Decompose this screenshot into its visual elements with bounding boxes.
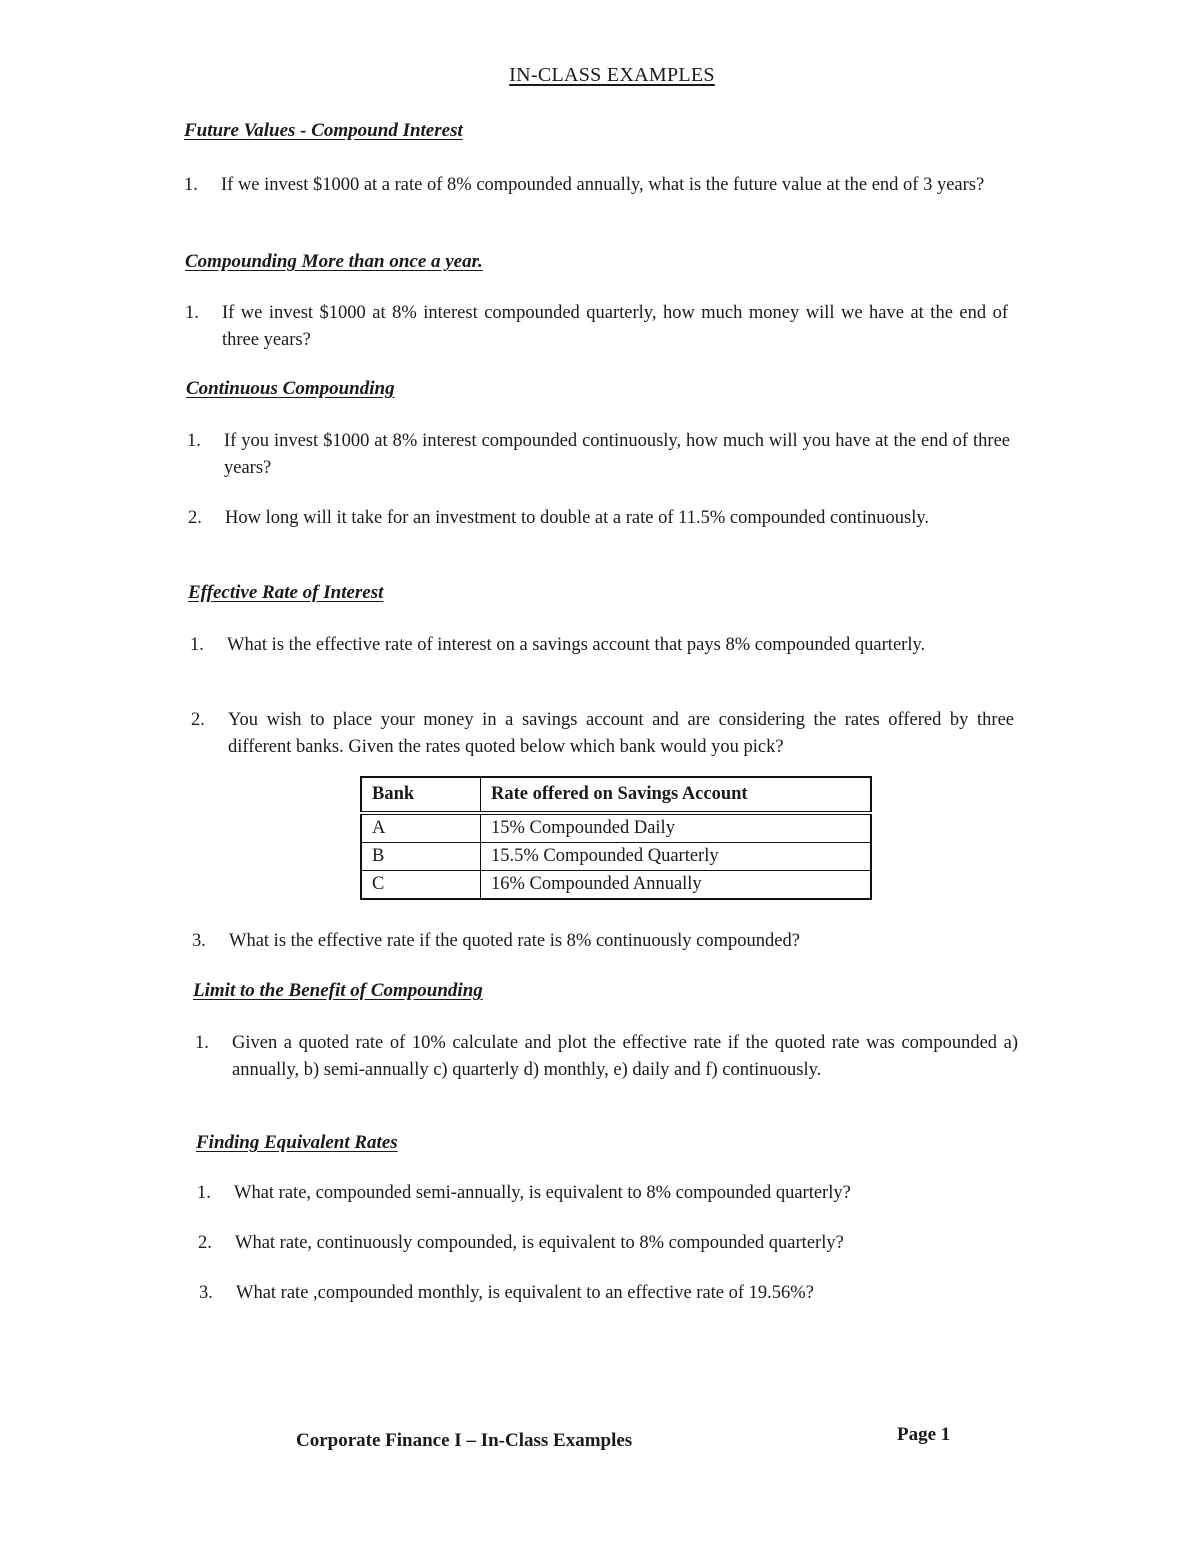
section-heading-limit-benefit: Limit to the Benefit of Compounding (193, 980, 483, 1001)
question-text: What is the effective rate of interest on a savings account that pays 8% compounded quarterly. (227, 635, 926, 655)
question-text: What rate, compounded semi-annually, is equivalent to 8% compounded quarterly? (234, 1183, 851, 1203)
section-heading-equivalent-rates: Finding Equivalent Rates (196, 1132, 398, 1153)
page-title: IN-CLASS EXAMPLES (509, 64, 715, 86)
section-heading-effective-rate: Effective Rate of Interest (188, 582, 384, 603)
question-number: 1. (190, 635, 204, 655)
question-item (199, 1280, 1022, 1307)
question-number: 2. (198, 1233, 212, 1253)
table-header-row (361, 777, 871, 813)
table-cell-rate: 16% Compounded Annually (481, 871, 872, 900)
table-row (361, 871, 871, 900)
table-cell-bank: C (361, 871, 481, 900)
footer-page-number: Page 1 (897, 1424, 951, 1445)
table-row (361, 843, 871, 871)
table-cell-bank: A (361, 813, 481, 843)
question-item (191, 707, 1014, 761)
question-number: 2. (191, 710, 205, 730)
bank-rates-table (360, 776, 872, 900)
section-heading-compounding-more: Compounding More than once a year. (185, 251, 483, 272)
question-number: 2. (188, 508, 202, 528)
table-cell-bank: B (361, 843, 481, 871)
section-heading-continuous-compounding: Continuous Compounding (186, 378, 395, 399)
table-row (361, 813, 871, 843)
question-number: 1. (185, 303, 199, 323)
column-header-rate: Rate offered on Savings Account (481, 777, 872, 813)
footer-course-title: Corporate Finance I – In-Class Examples (296, 1430, 633, 1451)
question-text: If we invest $1000 at 8% interest compounded quarterly, how much money will we have at the end of three years? (222, 303, 1008, 350)
question-text: You wish to place your money in a savings account and are considering the rates offered by three different banks. Given the rates quoted below which bank would you pick? (228, 710, 1014, 757)
question-item (188, 505, 1011, 532)
question-text: What rate, continuously compounded, is equivalent to 8% compounded quarterly? (235, 1233, 844, 1253)
question-text: Given a quoted rate of 10% calculate and plot the effective rate if the quoted rate was compounded a) annually, b) semi-annually c) quarterly d) monthly, e) daily and f) continuously. (232, 1033, 1018, 1080)
table-cell-rate: 15% Compounded Daily (481, 813, 872, 843)
question-item (187, 428, 1010, 482)
question-text: If you invest $1000 at 8% interest compounded continuously, how much will you have at the end of three years? (224, 431, 1010, 478)
question-text: What is the effective rate if the quoted rate is 8% continuously compounded? (229, 931, 800, 951)
question-text: How long will it take for an investment to double at a rate of 11.5% compounded continuously. (225, 508, 930, 528)
question-item (198, 1230, 1021, 1257)
question-text: What rate ,compounded monthly, is equivalent to an effective rate of 19.56%? (236, 1283, 814, 1303)
question-number: 1. (184, 175, 198, 195)
question-item (192, 928, 1015, 955)
question-item (184, 172, 1007, 199)
section-heading-future-values: Future Values - Compound Interest (184, 120, 463, 141)
column-header-bank: Bank (361, 777, 481, 813)
question-number: 3. (192, 931, 206, 951)
question-number: 1. (187, 431, 201, 451)
question-number: 1. (197, 1183, 211, 1203)
question-item (197, 1180, 1020, 1207)
question-number: 3. (199, 1283, 213, 1303)
question-item (190, 632, 1013, 659)
question-item (185, 300, 1008, 354)
question-item (195, 1030, 1018, 1084)
question-number: 1. (195, 1033, 209, 1053)
question-text: If we invest $1000 at a rate of 8% compounded annually, what is the future value at the end of 3 years? (221, 175, 985, 195)
table-cell-rate: 15.5% Compounded Quarterly (481, 843, 872, 871)
